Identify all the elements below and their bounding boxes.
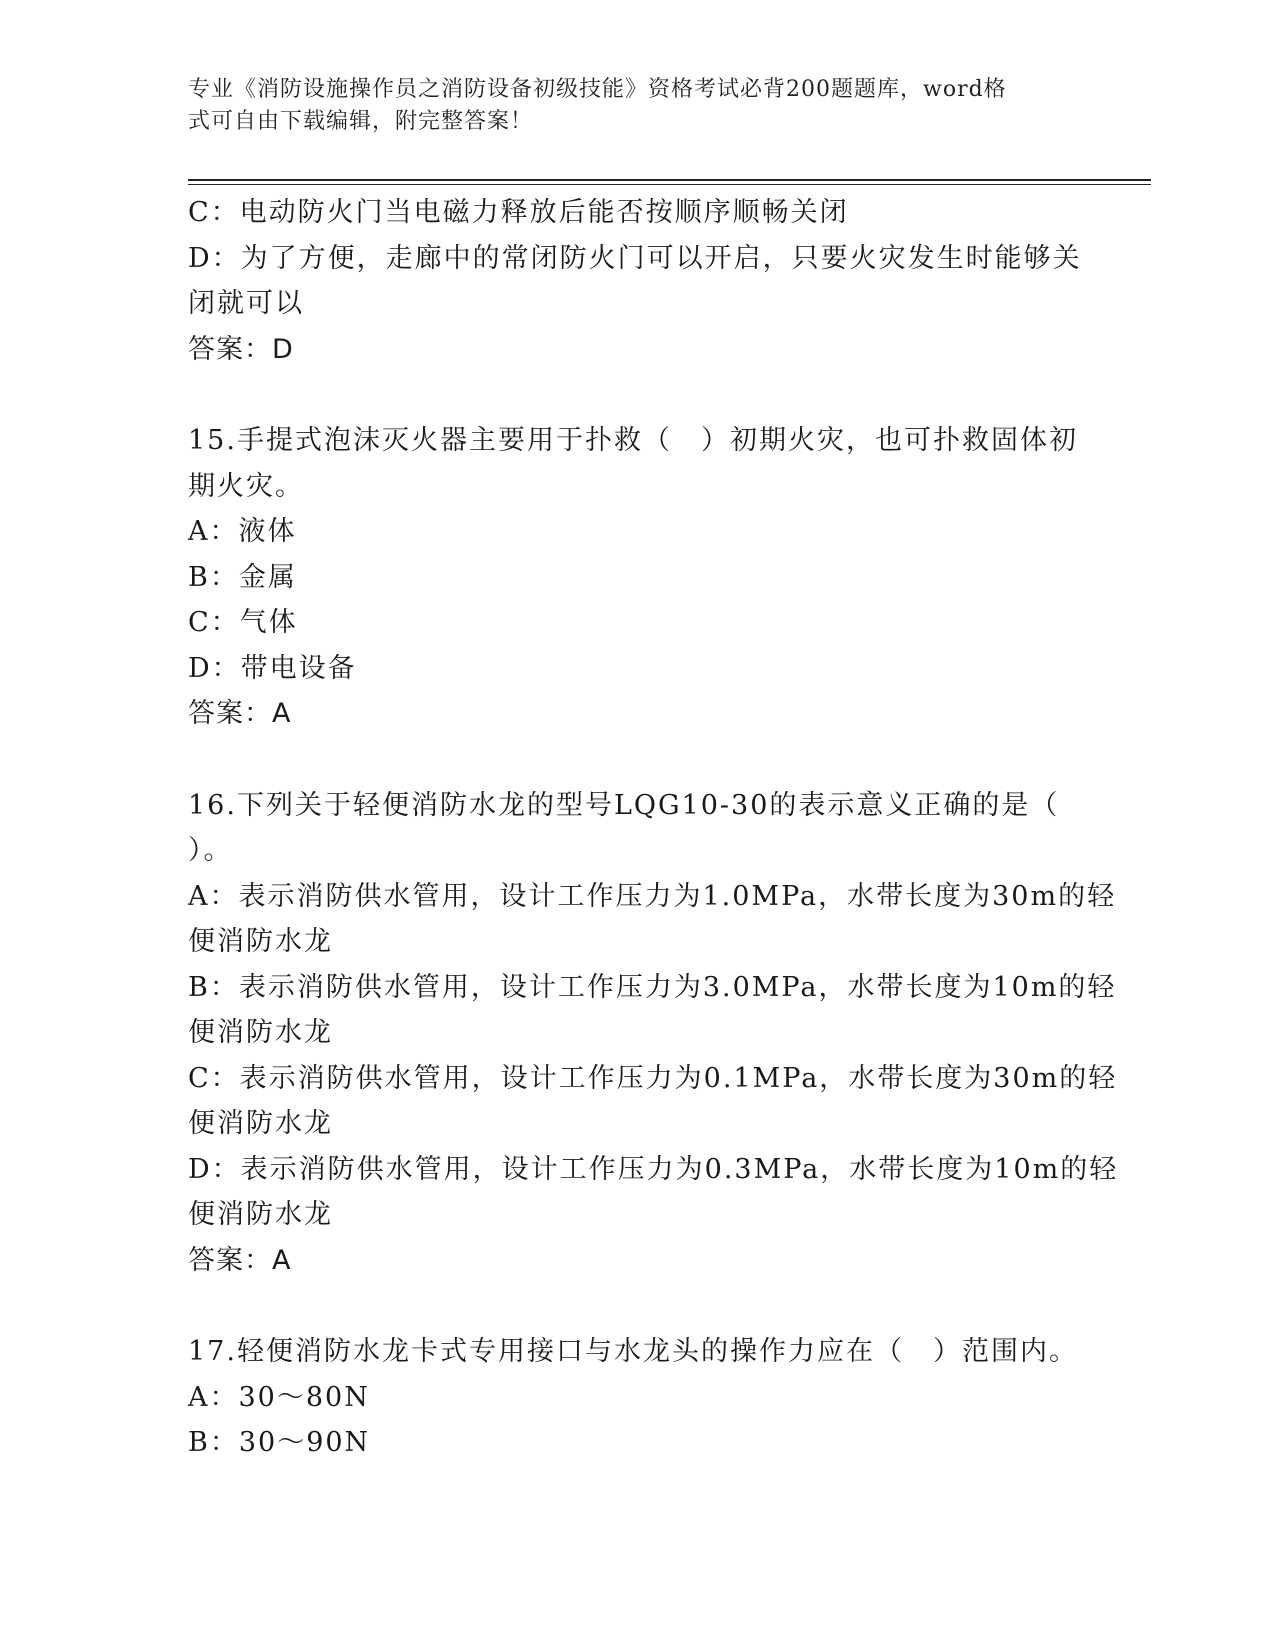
spacer [188, 1283, 1088, 1329]
header-line-2: 式可自由下载编辑，附完整答案！ [188, 109, 534, 134]
option-c-continued: 便消防水龙 [188, 1108, 333, 1139]
prev-question-block [188, 190, 1088, 372]
document-header [188, 74, 1068, 138]
question-stem: 15.手提式泡沫灭火器主要用于扑救（ ）初期火灾，也可扑救固体初 [188, 425, 1078, 456]
spacer [188, 737, 1088, 783]
option-d-continued: 闭就可以 [188, 288, 304, 319]
option-b: B：金属 [188, 561, 297, 593]
option-b: B：表示消防供水管用，设计工作压力为3.0MPa，水带长度为10m的轻 [188, 971, 1117, 1003]
option-d: D：为了方便，走廊中的常闭防火门可以开启，只要火灾发生时能够关 [188, 242, 1082, 274]
answer-label: 答案：A [188, 698, 292, 729]
option-a: A：30～80N [188, 1381, 370, 1413]
header-divider-thin [188, 184, 1151, 185]
question-15 [188, 418, 1088, 737]
header-line-1: 专业《消防设施操作员之消防设备初级技能》资格考试必背200题题库，word格 [188, 77, 1007, 102]
option-a: A：表示消防供水管用，设计工作压力为1.0MPa，水带长度为30m的轻 [188, 880, 1117, 912]
answer-label: 答案：D [188, 333, 294, 365]
question-stem-continued: 期火灾。 [188, 470, 304, 502]
option-b: B：30～90N [188, 1427, 371, 1458]
question-16 [188, 783, 1119, 1284]
question-stem: 16.下列关于轻便消防水龙的型号LQG10-30的表示意义正确的是（ [188, 789, 1060, 821]
question-stem: 17.轻便消防水龙卡式专用接口与水龙头的操作力应在（ ）范围内。 [188, 1336, 1078, 1367]
option-c: C：表示消防供水管用，设计工作压力为0.1MPa，水带长度为30m的轻 [188, 1062, 1118, 1094]
header-divider-thick [188, 179, 1151, 181]
question-list [188, 190, 1119, 1466]
option-c: C：电动防火门当电磁力释放后能否按顺序顺畅关闭 [188, 197, 849, 228]
option-d-continued: 便消防水龙 [188, 1199, 333, 1230]
option-d: D：表示消防供水管用，设计工作压力为0.3MPa，水带长度为10m的轻 [188, 1153, 1119, 1185]
option-b-continued: 便消防水龙 [188, 1017, 333, 1048]
answer-label: 答案：A [188, 1244, 292, 1276]
question-stem-continued: ）。 [188, 835, 233, 866]
option-a-continued: 便消防水龙 [188, 926, 333, 957]
spacer [188, 372, 1088, 418]
option-d: D：带电设备 [188, 652, 357, 684]
question-17 [188, 1329, 1088, 1466]
option-a: A：液体 [188, 516, 297, 547]
option-c: C：气体 [188, 607, 298, 638]
